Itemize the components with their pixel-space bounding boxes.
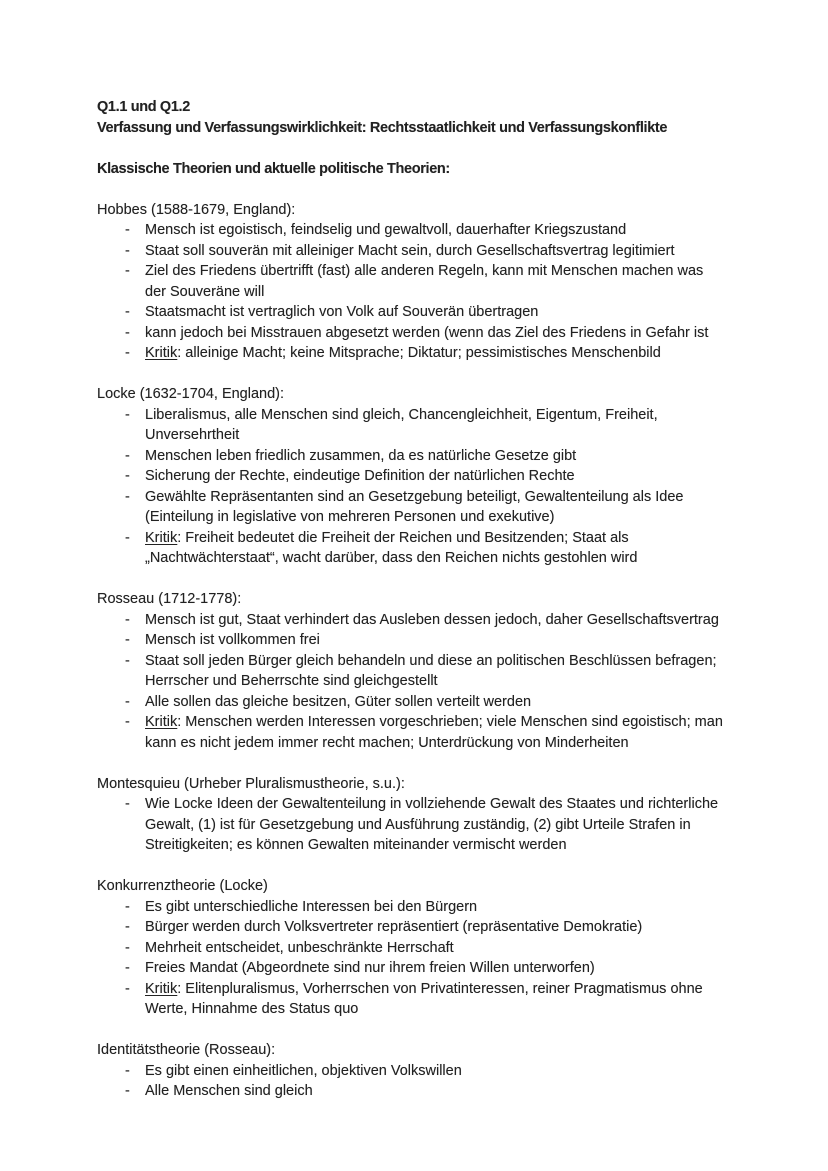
bullet-item <box>97 692 725 713</box>
bullet-item <box>97 958 725 979</box>
bullet-dash-marker: - <box>125 980 130 997</box>
bullet-item <box>97 446 725 467</box>
bullet-dash-marker: - <box>125 898 130 915</box>
bullet-dash-marker: - <box>125 263 130 279</box>
bullet-text: Gewählte Repräsentanten sind an Gesetzgebung beteiligt, Gewaltenteilung als Idee (Einteilung in legislative von mehreren Personen und exekutive) <box>145 488 684 525</box>
section-hobbes <box>97 200 725 364</box>
bullet-text: kann jedoch bei Misstrauen abgesetzt werden (wenn das Ziel des Friedens in Gefahr ist <box>145 324 709 341</box>
bullet-text: Kritik: Menschen werden Interessen vorgeschrieben; viele Menschen sind egoistisch; man kann es nicht jedem immer recht machen; Unterdrückung von Minderheiten <box>145 714 723 751</box>
bullet-item <box>97 241 725 262</box>
doc-subtitle: Klassische Theorien und aktuelle politische Theorien: <box>97 160 450 177</box>
underlined-term: Kritik <box>145 345 178 361</box>
bullet-text: Mensch ist gut, Staat verhindert das Ausleben dessen jedoch, daher Gesellschaftsvertrag <box>145 611 719 628</box>
bullet-text: Freies Mandat (Abgeordnete sind nur ihrem freien Willen unterworfen) <box>145 960 595 976</box>
bullet-dash-marker: - <box>125 529 130 546</box>
bullet-dash-marker: - <box>125 693 130 710</box>
bullet-text: Mehrheit entscheidet, unbeschränkte Herrschaft <box>145 939 454 956</box>
bullet-item <box>97 528 725 569</box>
section-montesquieu <box>97 774 725 856</box>
bullet-list-locke <box>97 405 725 569</box>
bullet-item <box>97 979 725 1020</box>
bullet-dash-marker: - <box>125 345 130 361</box>
underlined-term: Kritik <box>145 714 178 730</box>
bullet-text: Kritik: alleinige Macht; keine Mitsprache; Diktatur; pessimistisches Menschenbild <box>145 345 661 361</box>
bullet-dash-marker: - <box>125 939 130 956</box>
underlined-term: Kritik <box>145 980 178 997</box>
bullet-text: Sicherung der Rechte, eindeutige Definition der natürlichen Rechte <box>145 468 575 484</box>
bullet-item <box>97 405 725 446</box>
bullet-item <box>97 1061 725 1082</box>
bullet-dash-marker: - <box>125 488 130 505</box>
bullet-dash-marker: - <box>125 919 130 935</box>
bullet-dash-marker: - <box>125 242 130 259</box>
bullet-dash-marker: - <box>125 1062 130 1079</box>
bullet-text: Menschen leben friedlich zusammen, da es natürliche Gesetze gibt <box>145 447 577 464</box>
bullet-text: Kritik: Freiheit bedeutet die Freiheit der Reichen und Besitzenden; Staat als „Nachtwächterstaat“, wacht darüber, dass den Reichen nichts gestohlen wird <box>145 529 638 566</box>
section-heading-konkurrenztheorie: Konkurrenztheorie (Locke) <box>97 878 268 894</box>
bullet-text: Es gibt einen einheitlichen, objektiven Volkswillen <box>145 1062 462 1079</box>
bullet-item <box>97 917 725 938</box>
bullet-text: Staatsmacht ist vertraglich von Volk auf Souverän übertragen <box>145 304 539 320</box>
bullet-list-hobbes <box>97 220 725 364</box>
bullet-text: Staat soll souverän mit alleiniger Macht sein, durch Gesellschaftsvertrag legitimiert <box>145 242 675 259</box>
bullet-text: Alle sollen das gleiche besitzen, Güter sollen verteilt werden <box>145 693 532 710</box>
section-rosseau <box>97 589 725 753</box>
section-identitaetstheorie <box>97 1040 725 1102</box>
bullet-item <box>97 302 725 323</box>
doc-title-line1: Q1.1 und Q1.2 <box>97 99 190 115</box>
doc-title-line2: Verfassung und Verfassungswirklichkeit: Rechtsstaatlichkeit und Verfassungskonflikte <box>97 119 668 136</box>
bullet-text: Mensch ist egoistisch, feindselig und gewaltvoll, dauerhafter Kriegszustand <box>145 222 627 238</box>
bullet-item <box>97 630 725 651</box>
bullet-text: Kritik: Elitenpluralismus, Vorherrschen von Privatinteressen, reiner Pragmatismus ohne Werte, Hinnahme des Status quo <box>145 980 703 1017</box>
bullet-text: Bürger werden durch Volksvertreter repräsentiert (repräsentative Demokratie) <box>145 919 643 935</box>
document-content <box>97 97 725 1102</box>
bullet-item <box>97 220 725 241</box>
section-heading-montesquieu: Montesquieu (Urheber Pluralismustheorie, s.u.): <box>97 775 405 792</box>
bullet-dash-marker: - <box>125 468 130 484</box>
section-locke <box>97 384 725 569</box>
bullet-dash-marker: - <box>125 960 130 976</box>
bullet-item <box>97 712 725 753</box>
bullet-item <box>97 938 725 959</box>
bullet-text: Staat soll jeden Bürger gleich behandeln und diese an politischen Beschlüssen befragen; Herrscher und Beherrschte sind gleichgestellt <box>145 652 717 689</box>
bullet-item <box>97 794 725 856</box>
underlined-term: Kritik <box>145 529 178 546</box>
bullet-list-rosseau <box>97 610 725 754</box>
bullet-dash-marker: - <box>125 632 130 648</box>
bullet-list-montesquieu <box>97 794 725 856</box>
bullet-text: Ziel des Friedens übertrifft (fast) alle anderen Regeln, kann mit Menschen machen was der Souveräne will <box>145 263 704 300</box>
bullet-dash-marker: - <box>125 714 130 730</box>
bullet-text: Mensch ist vollkommen frei <box>145 632 320 648</box>
bullet-dash-marker: - <box>125 406 130 423</box>
theory-sections <box>97 200 725 1102</box>
bullet-dash-marker: - <box>125 447 130 464</box>
bullet-item <box>97 466 725 487</box>
bullet-dash-marker: - <box>125 324 130 341</box>
section-heading-rosseau: Rosseau (1712-1778): <box>97 591 242 607</box>
bullet-item <box>97 323 725 344</box>
bullet-item <box>97 651 725 692</box>
bullet-item <box>97 487 725 528</box>
bullet-dash-marker: - <box>125 1083 130 1099</box>
bullet-text: Es gibt unterschiedliche Interessen bei den Bürgern <box>145 898 478 915</box>
bullet-item <box>97 261 725 302</box>
bullet-text: Liberalismus, alle Menschen sind gleich, Chancengleichheit, Eigentum, Freiheit, Unversehrtheit <box>145 406 658 443</box>
section-heading-hobbes: Hobbes (1588-1679, England): <box>97 201 296 218</box>
bullet-item <box>97 1081 725 1102</box>
bullet-dash-marker: - <box>125 611 130 628</box>
bullet-text: Wie Locke Ideen der Gewaltenteilung in vollziehende Gewalt des Staates und richterliche Gewalt, (1) ist für Gesetzgebung und Ausführung zuständig, (2) gibt Urteile Strafen in Streitigkeiten; es können Gewalten miteinander vermischt werden <box>145 796 719 853</box>
bullet-text: Alle Menschen sind gleich <box>145 1083 313 1099</box>
bullet-dash-marker: - <box>125 652 130 669</box>
bullet-item <box>97 897 725 918</box>
bullet-dash-marker: - <box>125 796 130 812</box>
bullet-item <box>97 343 725 364</box>
bullet-dash-marker: - <box>125 304 130 320</box>
section-konkurrenztheorie <box>97 876 725 1020</box>
bullet-list-identitaetstheorie <box>97 1061 725 1102</box>
bullet-dash-marker: - <box>125 222 130 238</box>
bullet-item <box>97 610 725 631</box>
section-heading-locke: Locke (1632-1704, England): <box>97 386 285 402</box>
bullet-list-konkurrenztheorie <box>97 897 725 1020</box>
section-heading-identitaetstheorie: Identitätstheorie (Rosseau): <box>97 1042 276 1058</box>
